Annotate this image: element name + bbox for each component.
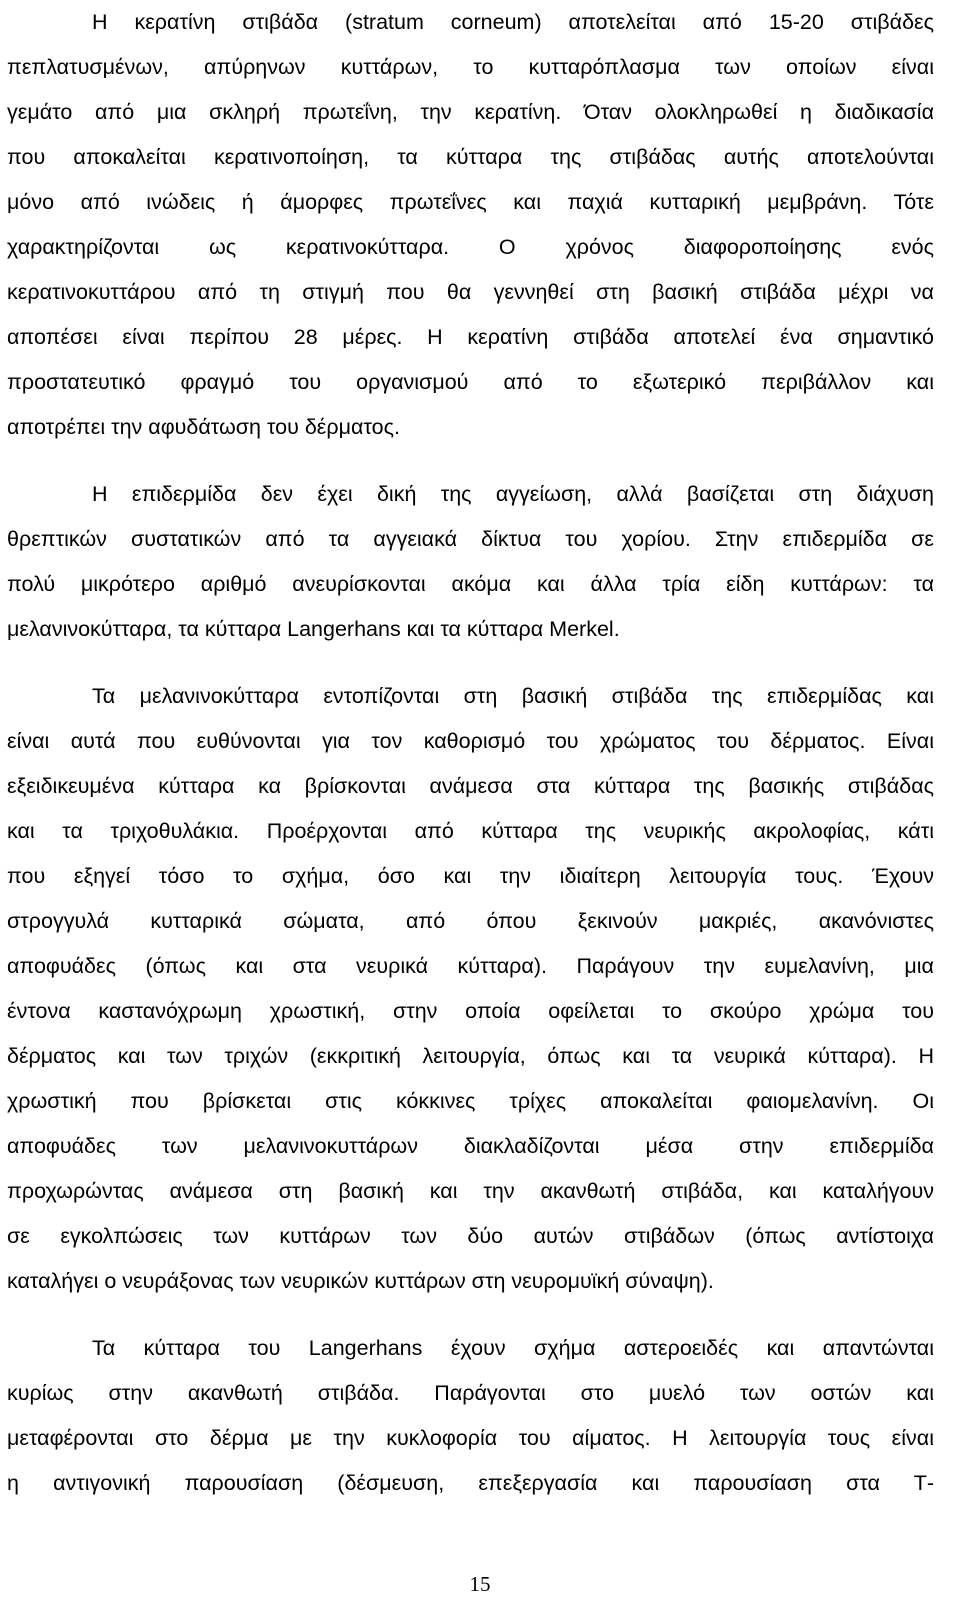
- text-line: και τα τριχοθυλάκια. Προέρχονται από κύτταρα της νευρικής ακρολοφίας, κάτι: [7, 819, 934, 843]
- text-line: αποπέσει είναι περίπου 28 μέρες. Η κερατίνη στιβάδα αποτελεί ένα σημαντικό: [7, 325, 934, 349]
- text-line: αποφυάδες των μελανινοκυττάρων διακλαδίζονται μέσα στην επιδερμίδα: [7, 1134, 934, 1158]
- paragraph-stratum-corneum: [7, 2, 934, 452]
- text-line: Τα μελανινοκύτταρα εντοπίζονται στη βασική στιβάδα της επιδερμίδας και: [92, 684, 934, 708]
- body-text: [7, 2, 934, 1508]
- text-line: αποφυάδες (όπως και στα νευρικά κύτταρα). Παράγουν την ευμελανίνη, μια: [7, 954, 934, 978]
- text-line: καταλήγει ο νευράξονας των νευρικών κυττάρων στη νευρομυϊκή σύναψη).: [7, 1269, 714, 1293]
- text-line: θρεπτικών συστατικών από τα αγγειακά δίκτυα του χορίου. Στην επιδερμίδα σε: [7, 527, 934, 551]
- text-line: μελανινοκύτταρα, τα κύτταρα Langerhans και τα κύτταρα Merkel.: [7, 617, 620, 641]
- text-line: χρωστική που βρίσκεται στις κόκκινες τρίχες αποκαλείται φαιομελανίνη. Οι: [7, 1089, 934, 1113]
- text-line: δέρματος και των τριχών (εκκριτική λειτουργία, όπως και τα νευρικά κύτταρα). Η: [7, 1044, 934, 1068]
- text-line: μόνο από ινώδεις ή άμορφες πρωτεΐνες και παχιά κυτταρική μεμβράνη. Τότε: [7, 190, 934, 214]
- text-line: χαρακτηρίζονται ως κερατινοκύτταρα. Ο χρόνος διαφοροποίησης ενός: [7, 235, 934, 259]
- text-line: αποτρέπει την αφυδάτωση του δέρματος.: [7, 415, 400, 439]
- text-line: κερατινοκυττάρου από τη στιγμή που θα γεννηθεί στη βασική στιβάδα μέχρι να: [7, 280, 934, 304]
- text-line: πολύ μικρότερο αριθμό ανευρίσκονται ακόμα και άλλα τρία είδη κυττάρων: τα: [7, 572, 934, 596]
- text-line: μεταφέρονται στο δέρμα με την κυκλοφορία του αίματος. Η λειτουργία τους είναι: [7, 1426, 934, 1450]
- text-line: Η κερατίνη στιβάδα (stratum corneum) αποτελείται από 15-20 στιβάδες: [92, 10, 934, 34]
- paragraph-melanocytes: [7, 676, 934, 1306]
- text-line: προστατευτικό φραγμό του οργανισμού από το εξωτερικό περιβάλλον και: [7, 370, 934, 394]
- text-line: η αντιγονική παρουσίαση (δέσμευση, επεξεργασία και παρουσίαση στα Τ-: [7, 1471, 934, 1495]
- paragraph-vascularization: [7, 474, 934, 654]
- text-line: εξειδικευμένα κύτταρα κα βρίσκονται ανάμεσα στα κύτταρα της βασικής στιβάδας: [7, 774, 934, 798]
- text-line: γεμάτο από μια σκληρή πρωτεΐνη, την κερατίνη. Όταν ολοκληρωθεί η διαδικασία: [7, 100, 934, 124]
- text-line: είναι αυτά που ευθύνονται για τον καθορισμό του χρώματος του δέρματος. Είναι: [7, 729, 934, 753]
- page-number: 15: [469, 1572, 491, 1596]
- text-line: κυρίως στην ακανθωτή στιβάδα. Παράγονται στο μυελό των οστών και: [7, 1381, 934, 1405]
- text-line: πεπλατυσμένων, απύρηνων κυττάρων, το κυτταρόπλασμα των οποίων είναι: [7, 55, 934, 79]
- text-line: έντονα καστανόχρωμη χρωστική, στην οποία οφείλεται το σκούρο χρώμα του: [7, 999, 934, 1023]
- text-line: Τα κύτταρα του Langerhans έχουν σχήμα αστεροειδές και απαντώνται: [92, 1336, 934, 1360]
- text-line: Η επιδερμίδα δεν έχει δική της αγγείωση, αλλά βασίζεται στη διάχυση: [92, 482, 934, 506]
- text-line: στρογγυλά κυτταρικά σώματα, από όπου ξεκινούν μακριές, ακανόνιστες: [7, 909, 934, 933]
- text-line: προχωρώντας ανάμεσα στη βασική και την ακανθωτή στιβάδα, και καταλήγουν: [7, 1179, 934, 1203]
- text-line: που αποκαλείται κερατινοποίηση, τα κύτταρα της στιβάδας αυτής αποτελούνται: [7, 145, 934, 169]
- paragraph-langerhans: [7, 1328, 934, 1508]
- text-line: που εξηγεί τόσο το σχήμα, όσο και την ιδιαίτερη λειτουργία τους. Έχουν: [7, 864, 934, 888]
- text-line: σε εγκολπώσεις των κυττάρων των δύο αυτών στιβάδων (όπως αντίστοιχα: [7, 1224, 934, 1248]
